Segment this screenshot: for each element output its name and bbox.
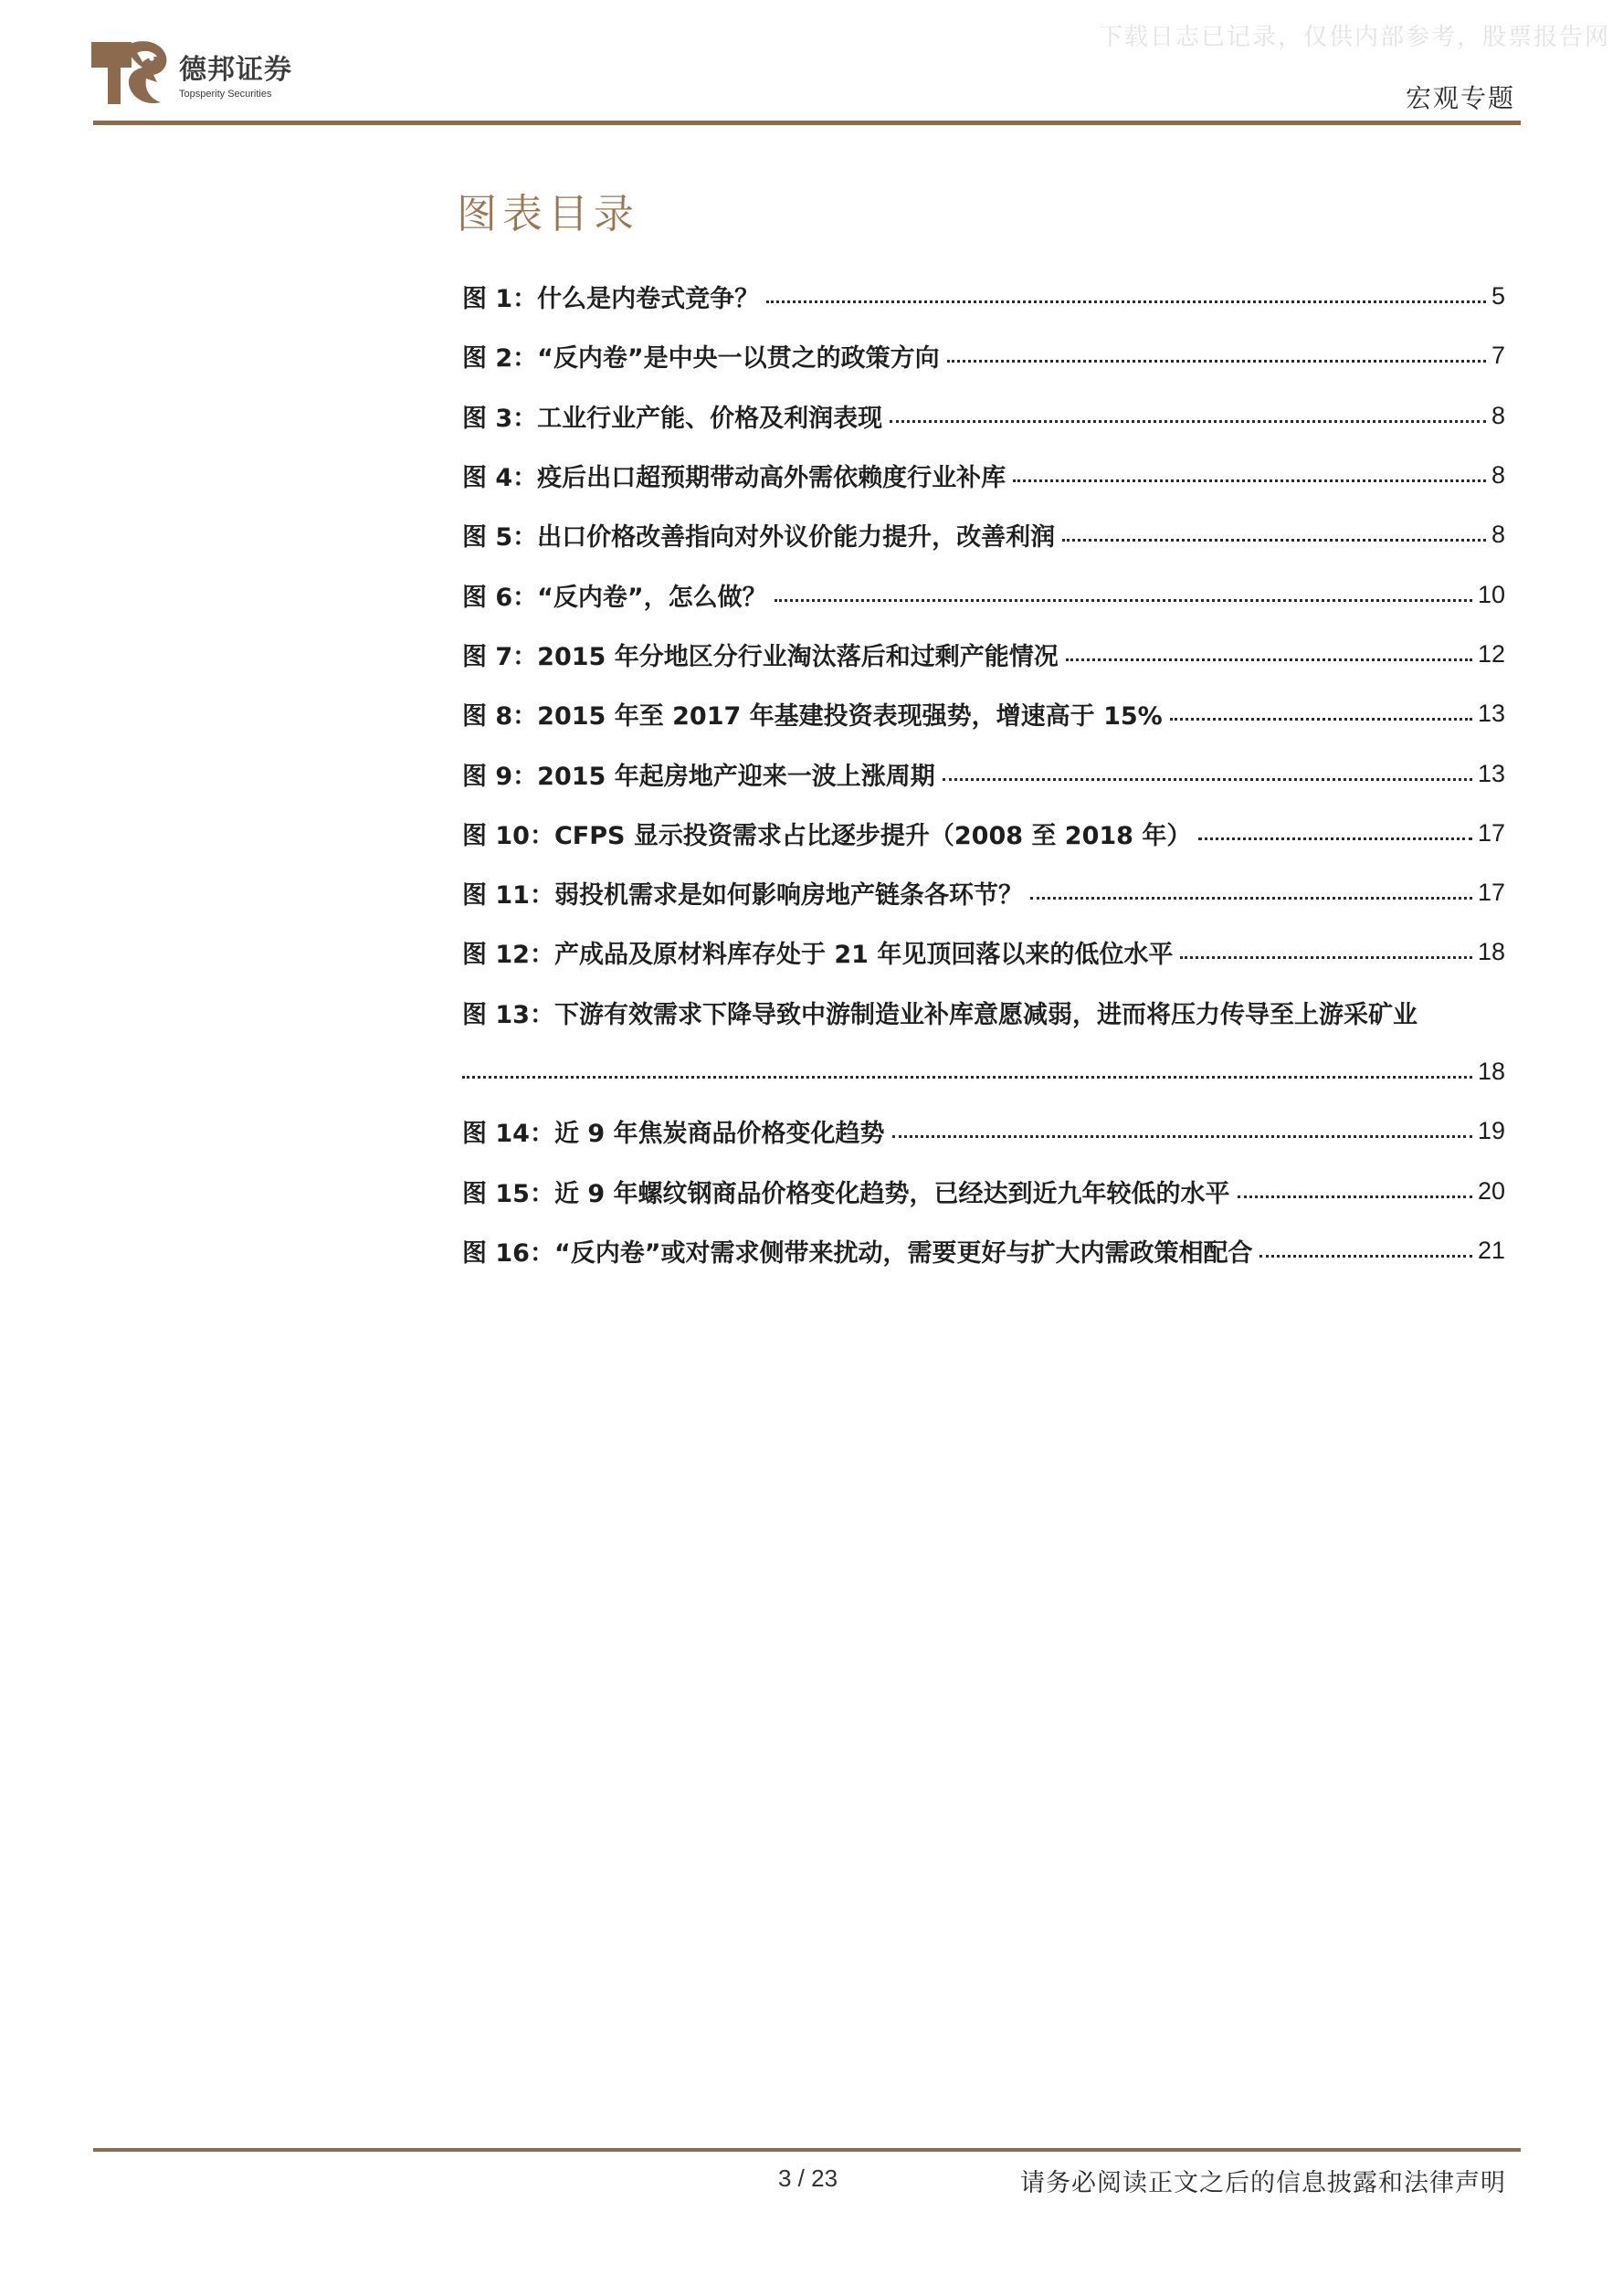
toc-entry-label: 图 8：2015 年至 2017 年基建投资表现强势，增速高于 15% xyxy=(462,702,1163,732)
table-of-figures xyxy=(462,267,1505,1280)
toc-entry-page: 8 xyxy=(1491,401,1505,429)
toc-entry-label: 图 1：什么是内卷式竞争？ xyxy=(462,285,760,314)
toc-entry[interactable] xyxy=(462,625,1505,684)
toc-entry-page: 18 xyxy=(1477,938,1505,966)
brand-name-en: Topsperity Securities xyxy=(179,89,272,100)
toc-entry[interactable] xyxy=(462,326,1505,385)
toc-entry[interactable] xyxy=(462,386,1505,446)
toc-leader-dots xyxy=(766,300,1486,303)
toc-entry-label: 图 11：弱投机需求是如何影响房地产链条各环节？ xyxy=(462,881,1023,911)
toc-entry-label: 图 9：2015 年起房地产迎来一波上涨周期 xyxy=(462,762,935,791)
toc-leader-dots xyxy=(1013,479,1486,482)
toc-entry-label: 图 7：2015 年分地区分行业淘汰落后和过剩产能情况 xyxy=(462,642,1059,671)
toc-entry-page: 18 xyxy=(1477,1058,1505,1085)
toc-leader-dots xyxy=(1180,956,1472,959)
toc-entry[interactable] xyxy=(462,1221,1505,1280)
toc-entry-page: 10 xyxy=(1477,580,1505,608)
brand-logo xyxy=(90,37,292,110)
toc-entry-page: 8 xyxy=(1491,521,1505,549)
toc-leader-dots xyxy=(892,1135,1472,1138)
toc-leader-dots xyxy=(1238,1195,1472,1198)
report-category: 宏观专题 xyxy=(1405,83,1515,113)
toc-leader-dots xyxy=(1198,837,1472,840)
brand-name-cn: 德邦证券 xyxy=(179,54,292,86)
toc-entry-label: 图 13：下游有效需求下降导致中游制造业补库意愿减弱，进而将压力传导至上游采矿业 xyxy=(462,1000,1417,1029)
toc-entry-label: 图 4：疫后出口超预期带动高外需依赖度行业补库 xyxy=(462,464,1006,493)
toc-entry-page: 12 xyxy=(1477,639,1505,668)
toc-leader-dots xyxy=(775,599,1472,602)
toc-entry-page: 8 xyxy=(1491,461,1505,490)
toc-entry-label: 图 15：近 9 年螺纹钢商品价格变化趋势，已经达到近九年较低的水平 xyxy=(462,1179,1230,1208)
toc-entry[interactable] xyxy=(462,1101,1505,1161)
toc-entry-page: 19 xyxy=(1477,1117,1505,1145)
wolf-head-logo-icon xyxy=(90,37,172,110)
toc-entry-label: 图 14：近 9 年焦炭商品价格变化趋势 xyxy=(462,1120,885,1149)
toc-entry-page: 7 xyxy=(1491,342,1505,370)
toc-leader-dots xyxy=(947,360,1486,363)
toc-entry-label: 图 16：“反内卷”或对需求侧带来扰动，需要更好与扩大内需政策相配合 xyxy=(462,1238,1253,1268)
toc-entry-label: 图 10：CFPS 显示投资需求占比逐步提升（2008 至 2018 年） xyxy=(462,821,1192,850)
toc-entry-label: 图 12：产成品及原材料库存处于 21 年见顶回落以来的低位水平 xyxy=(462,941,1174,970)
toc-entry-page: 13 xyxy=(1477,759,1505,787)
toc-entry[interactable] xyxy=(462,684,1505,743)
toc-entry-label: 图 5：出口价格改善指向对外议价能力提升，改善利润 xyxy=(462,523,1056,553)
toc-entry-continuation[interactable] xyxy=(462,1042,1505,1101)
toc-leader-dots xyxy=(1170,718,1472,721)
toc-entry-label: 图 3：工业行业产能、价格及利润表现 xyxy=(462,404,883,433)
toc-entry[interactable] xyxy=(462,267,1505,326)
toc-leader-dots xyxy=(943,778,1472,781)
toc-entry[interactable] xyxy=(462,863,1505,922)
header-divider xyxy=(93,121,1521,125)
toc-entry[interactable] xyxy=(462,743,1505,803)
toc-entry-page: 13 xyxy=(1477,700,1505,728)
toc-title: 图表目录 xyxy=(457,191,639,237)
toc-leader-dots xyxy=(1062,539,1486,542)
toc-entry[interactable] xyxy=(462,922,1505,982)
toc-entry[interactable] xyxy=(462,804,1505,863)
toc-entry-page: 17 xyxy=(1477,879,1505,907)
toc-entry[interactable] xyxy=(462,564,1505,624)
toc-entry[interactable] xyxy=(462,505,1505,564)
toc-leader-dots xyxy=(1030,897,1472,900)
toc-entry-page: 20 xyxy=(1477,1176,1505,1205)
toc-entry[interactable] xyxy=(462,983,1505,1042)
toc-entry[interactable] xyxy=(462,446,1505,505)
toc-entry[interactable] xyxy=(462,1161,1505,1220)
toc-entry-label: 图 2：“反内卷”是中央一以贯之的政策方向 xyxy=(462,344,940,374)
toc-leader-dots xyxy=(1259,1255,1471,1258)
footer-divider xyxy=(93,2148,1521,2152)
toc-leader-dots xyxy=(1066,658,1472,661)
toc-leader-dots xyxy=(462,1076,1472,1079)
page-indicator: 3 / 23 xyxy=(778,2164,838,2192)
toc-leader-dots xyxy=(890,420,1486,423)
toc-entry-label: 图 6：“反内卷”，怎么做？ xyxy=(462,583,767,612)
toc-entry-page: 17 xyxy=(1477,818,1505,847)
toc-entry-page: 5 xyxy=(1491,282,1505,311)
watermark-text: 下载日志已记录，仅供内部参考，股票报告网 xyxy=(1098,24,1610,51)
toc-entry-page: 21 xyxy=(1477,1236,1505,1264)
disclaimer-note: 请务必阅读正文之后的信息披露和法律声明 xyxy=(1020,2169,1506,2197)
